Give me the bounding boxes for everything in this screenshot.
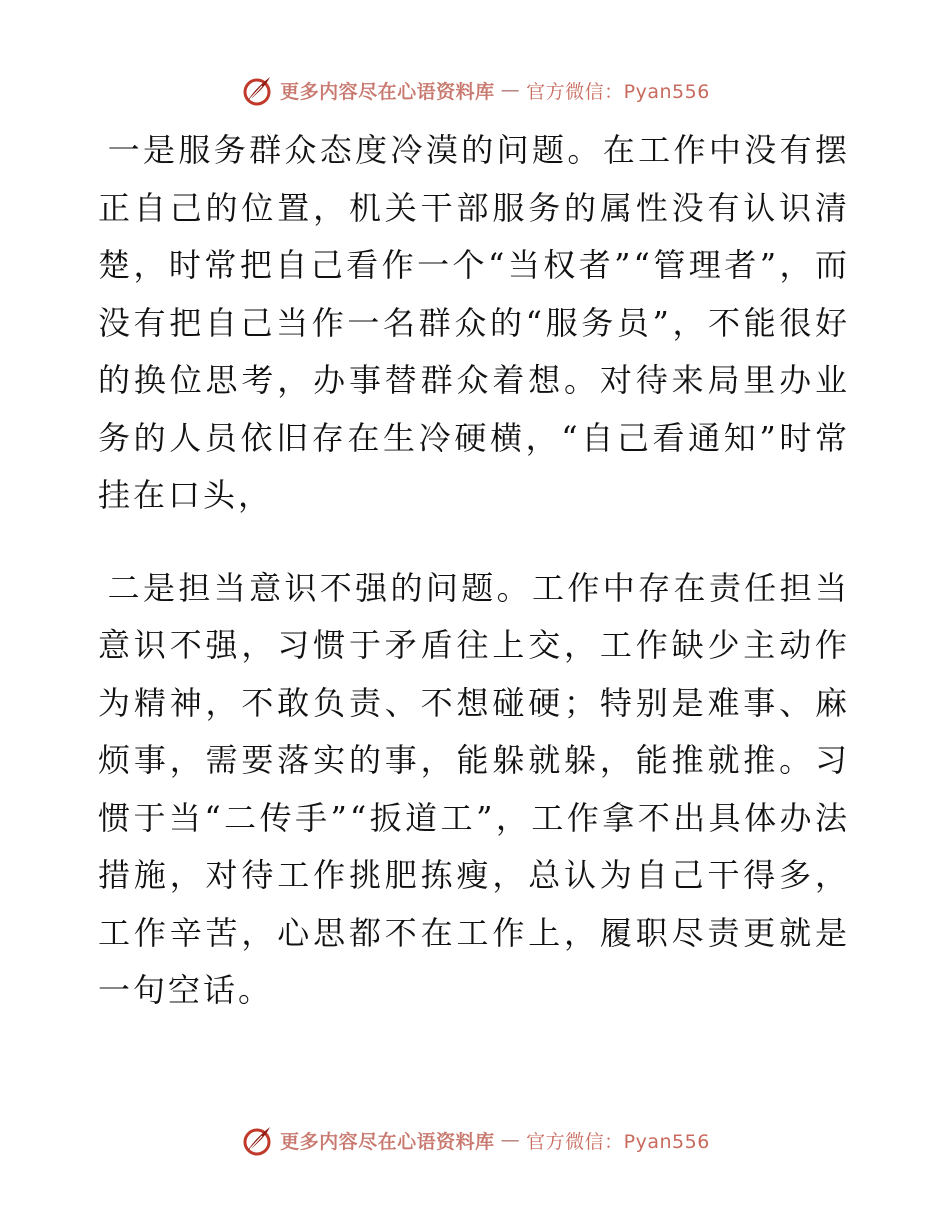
banner-site-text: 更多内容尽在心语资料库 (280, 80, 495, 103)
banner-dash: — (500, 1129, 521, 1151)
paragraph-1: 一是服务群众态度冷漠的问题。在工作中没有摆正自己的位置，机关干部服务的属性没有认识清楚，时常把自己看作一个“当权者”“管理者”，而没有把自己当作一名群众的“服务员”，不能很好的换位思考，办事替群众着想。对待来局里办业务的人员依旧存在生冷硬横，“自己看通知”时常挂在口头， (98, 131, 850, 514)
document-body (98, 122, 850, 1020)
feather-pen-logo-icon (240, 73, 274, 107)
banner-site-text: 更多内容尽在心语资料库 (280, 1130, 495, 1153)
banner-dash: — (500, 79, 521, 101)
feather-pen-logo-icon (240, 1123, 274, 1157)
footer-banner (0, 1120, 950, 1160)
paragraph-2: 二是担当意识不强的问题。工作中存在责任担当意识不强，习惯于矛盾往上交，工作缺少主动作为精神，不敢负责、不想碰硬；特别是难事、麻烦事，需要落实的事，能躲就躲，能推就推。习惯于当“二传手”“扳道工”，工作拿不出具体办法措施，对待工作挑肥拣瘦，总认为自己干得多，工作辛苦，心思都不在工作上，履职尽责更就是一句空话。 (98, 568, 850, 1009)
banner-wechat-text: 官方微信：Pyan556 (526, 1130, 710, 1153)
banner-wechat-text: 官方微信：Pyan556 (526, 80, 710, 103)
header-banner (0, 70, 950, 110)
